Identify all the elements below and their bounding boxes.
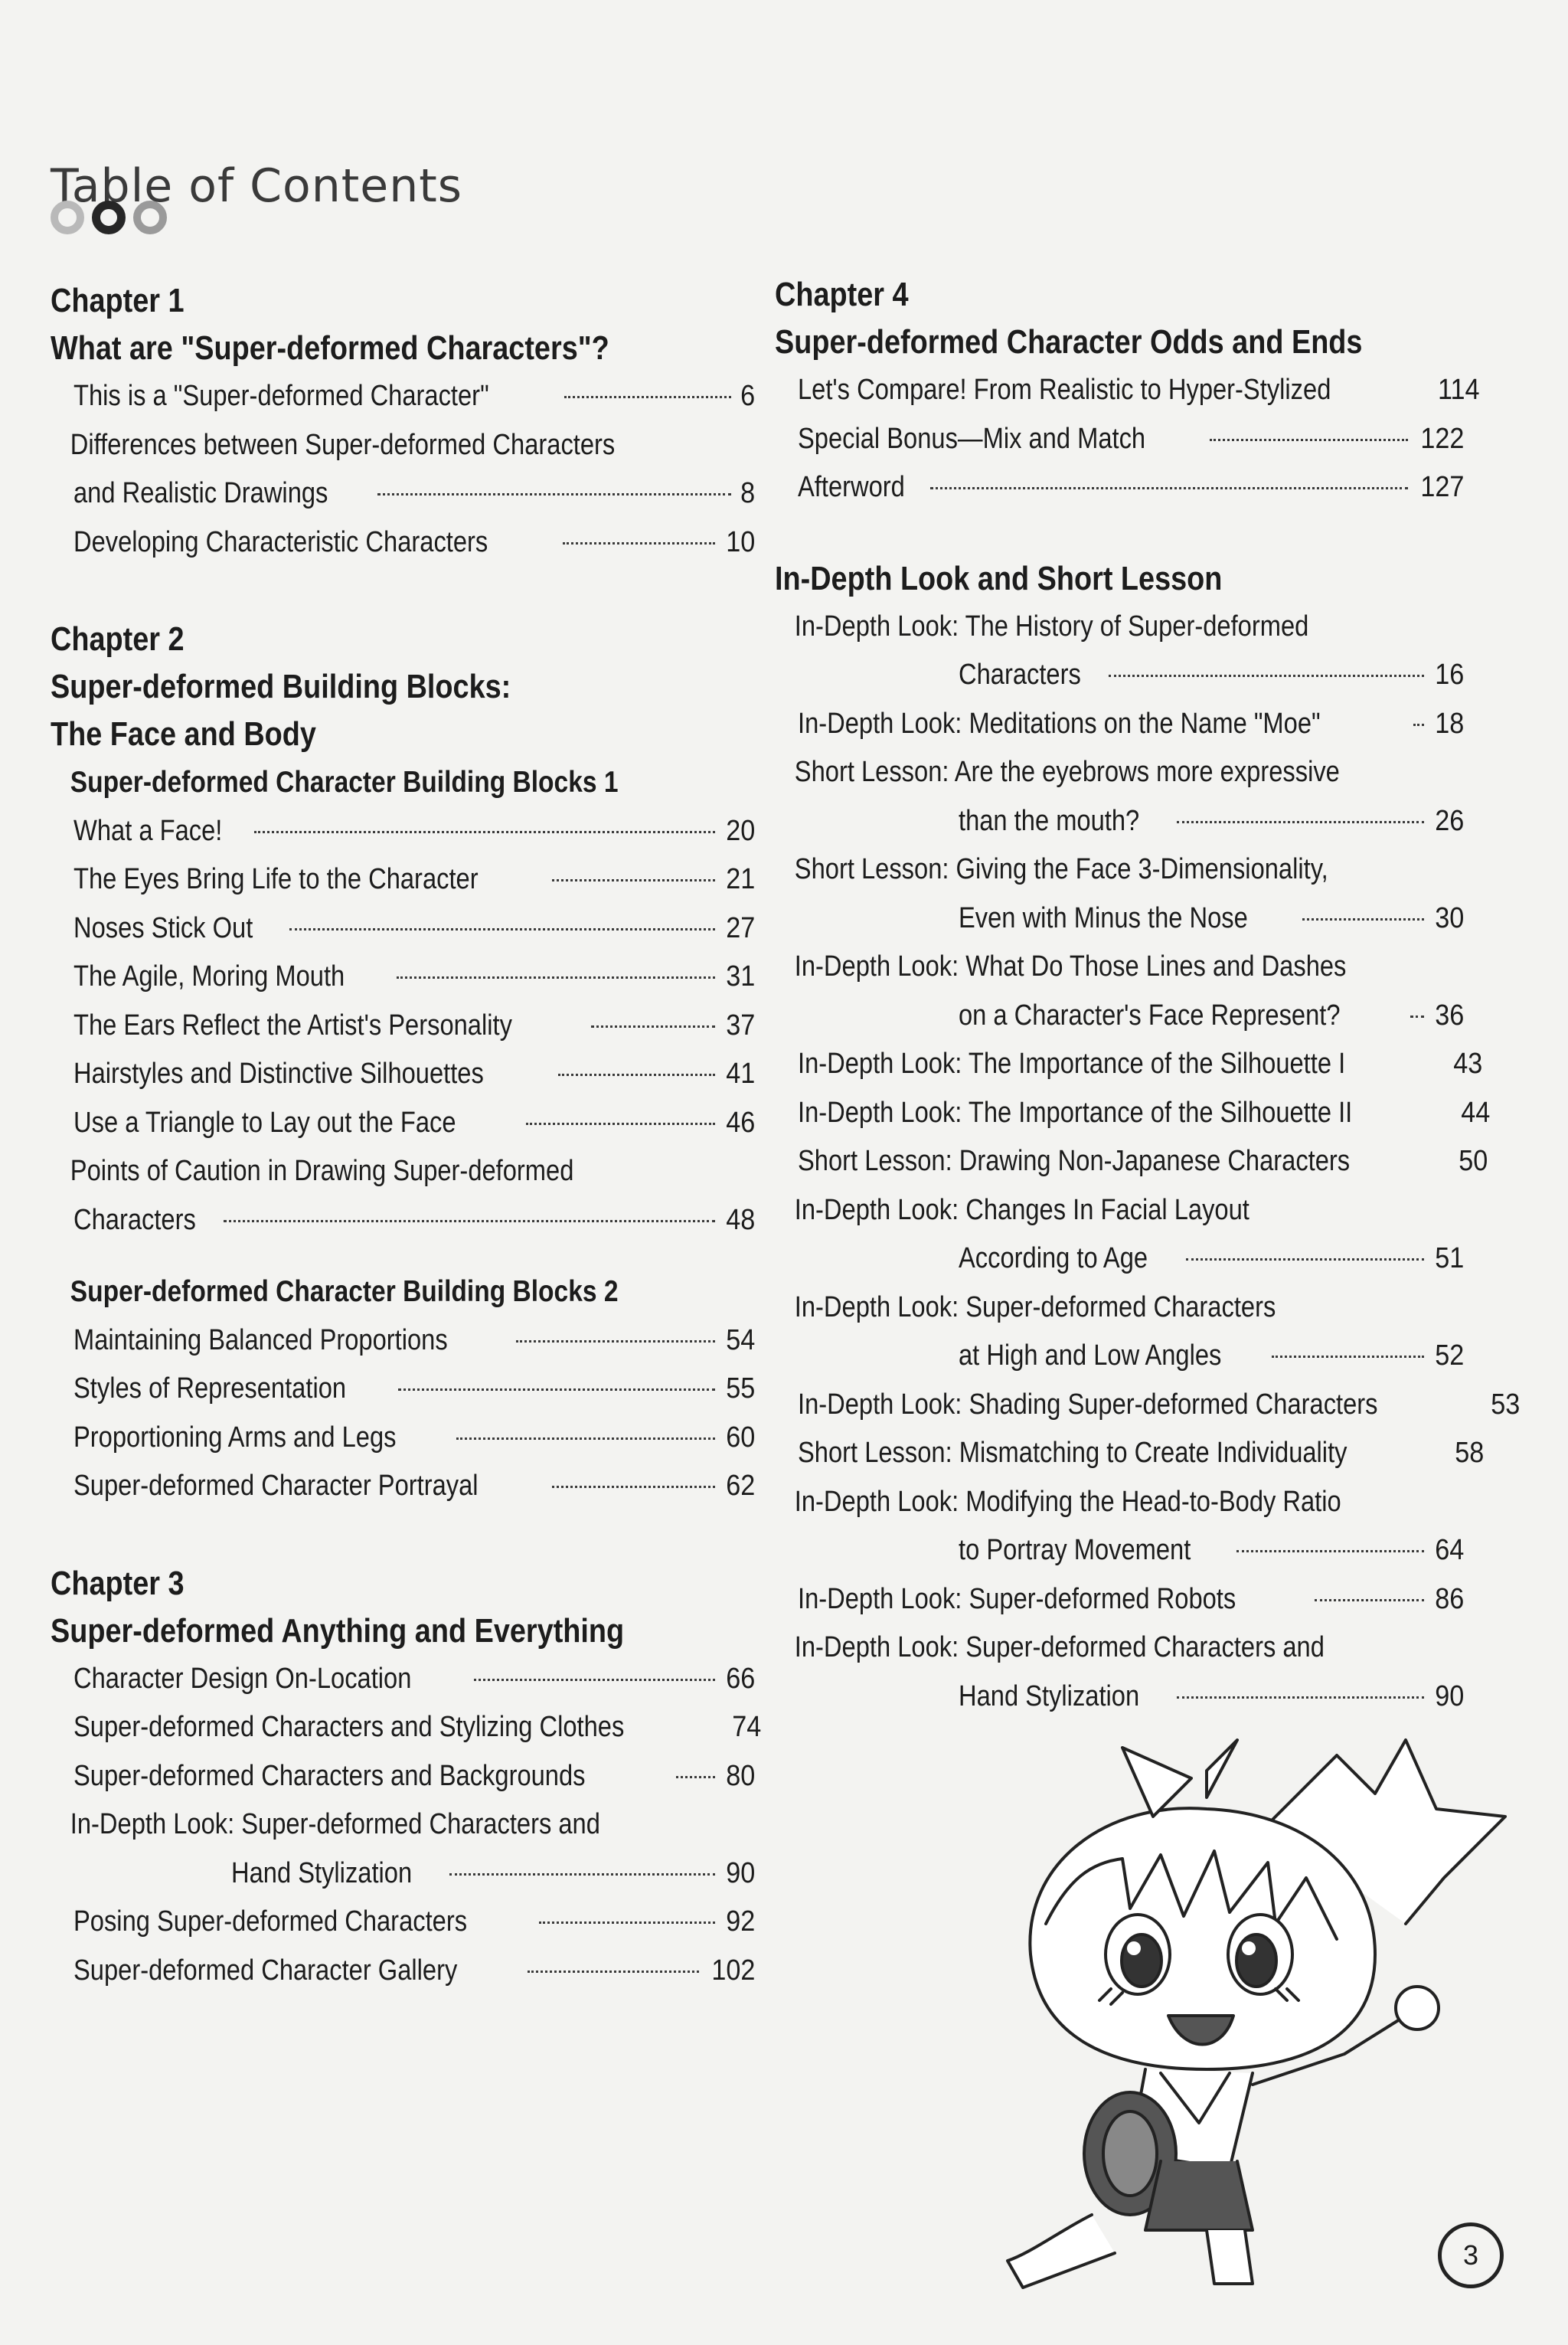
entry-title: Hairstyles and Distinctive Silhouettes [74,1058,484,1090]
entry-page: 92 [725,1905,755,1938]
entry-title-line[interactable]: Short Lesson: Are the eyebrows more expressive [794,756,1340,788]
entry-title: than the mouth? [959,804,1140,837]
chapter-title: What are "Super-deformed Characters"? [51,329,609,367]
entry-page: 6 [740,380,755,412]
entry-title: Super-deformed Characters and Stylizing Clothes [74,1711,625,1743]
circle-icon [92,201,126,234]
entry-title: Short Lesson: Drawing Non-Japanese Characters [798,1145,1351,1177]
entry-page: 44 [1461,1096,1491,1129]
entry-title: The Agile, Moring Mouth [74,960,345,993]
toc-entry[interactable] [51,1462,755,1511]
chapter-title: Super-deformed Anything and Everything [51,1611,625,1650]
toc-entry[interactable] [775,1673,1464,1722]
entry-title-line[interactable]: In-Depth Look: Super-deformed Characters [794,1290,1276,1323]
toc-right-column [775,271,1521,1721]
in-depth-look-section [775,555,1521,1722]
toc-left-column [51,277,762,1995]
entry-title: Afterword [798,471,905,503]
dot-leader [676,1776,714,1778]
dot-leader [1410,1016,1424,1018]
entry-page: 36 [1434,999,1464,1032]
dot-leader [552,1486,715,1488]
dot-leader [539,1921,715,1924]
section-heading: Super-deformed Character Building Blocks 1 [70,766,619,799]
entry-page: 114 [1437,374,1480,406]
entry-page: 43 [1452,1048,1482,1080]
dot-leader [254,831,715,833]
dot-leader [398,1388,715,1391]
toc-entry[interactable] [775,1040,1482,1089]
dot-leader [397,976,715,979]
entry-title: Super-deformed Character Gallery [74,1954,458,1987]
entry-title: Special Bonus—Mix and Match [798,422,1146,455]
entry-title: In-Depth Look: The Importance of the Silhouette I [798,1048,1346,1080]
dot-leader [456,1437,715,1440]
toc-entry[interactable] [775,366,1480,415]
entry-title: Short Lesson: Mismatching to Create Individuality [798,1437,1348,1469]
entry-title: Styles of Representation [74,1372,347,1405]
entry-page: 37 [725,1009,755,1042]
entry-page: 18 [1434,707,1464,740]
entry-page: 90 [1434,1679,1464,1712]
entry-title: Super-deformed Character Portrayal [74,1470,479,1502]
toc-entry[interactable] [51,1703,762,1752]
toc-entry[interactable] [775,1575,1464,1624]
entry-title-line[interactable]: In-Depth Look: Super-deformed Characters and [70,1808,600,1840]
entry-page: 21 [725,863,755,895]
toc-entry[interactable] [51,904,755,953]
entry-title: Noses Stick Out [74,911,253,944]
entry-title: Characters [959,659,1081,691]
entry-page: 30 [1434,901,1464,934]
entry-title: and Realistic Drawings [74,477,328,509]
entry-title-line[interactable]: In-Depth Look: Changes In Facial Layout [794,1193,1250,1226]
entry-page: 90 [725,1856,755,1889]
entry-page: 27 [725,911,755,944]
entry-title-line[interactable]: Short Lesson: Giving the Face 3-Dimensionality, [794,853,1328,885]
toc-entry[interactable] [51,1099,755,1148]
entry-title-line[interactable]: Differences between Super-deformed Characters [70,428,616,461]
toc-entry[interactable] [51,855,755,904]
circle-icon [133,201,167,234]
chapter-title: Super-deformed Building Blocks: [51,668,511,705]
toc-entry[interactable] [775,415,1464,464]
toc-entry[interactable] [775,1381,1521,1430]
toc-entry[interactable] [51,1850,755,1899]
chapter-label: Chapter 2 [51,620,185,658]
toc-entry[interactable] [775,1235,1464,1284]
chapter-label: Chapter 4 [775,276,909,313]
entry-page: 53 [1491,1388,1521,1421]
entry-title: The Ears Reflect the Artist's Personality [74,1009,512,1042]
dot-leader [563,542,714,545]
page-number: 3 [1438,2222,1504,2288]
entry-page: 20 [725,814,755,847]
dot-leader [1236,1550,1424,1552]
toc-entry[interactable] [775,1332,1464,1381]
dot-leader [1177,1696,1424,1699]
dot-leader [1302,918,1423,921]
toc-entry[interactable] [775,992,1464,1041]
toc-entry[interactable] [51,1655,755,1704]
toc-entry[interactable] [775,797,1464,846]
toc-entry[interactable] [775,651,1464,700]
toc-entry[interactable] [775,895,1464,944]
entry-title: Hand Stylization [231,1856,413,1889]
dot-leader [558,1074,715,1076]
entry-page: 58 [1455,1437,1485,1469]
dot-leader [930,487,1408,489]
dot-leader [1272,1356,1423,1358]
dot-leader [1210,439,1408,441]
section-title: In-Depth Look and Short Lesson [775,559,1223,597]
entry-title: In-Depth Look: Super-deformed Robots [798,1582,1236,1615]
dot-leader [474,1679,714,1681]
entry-title: Posing Super-deformed Characters [74,1905,468,1938]
dot-leader [1109,675,1424,677]
entry-title-line[interactable]: In-Depth Look: The History of Super-deformed [794,610,1309,643]
entry-page: 51 [1434,1242,1464,1274]
entry-page: 62 [725,1470,755,1502]
dot-leader [526,1123,715,1125]
entry-title: What a Face! [74,814,223,847]
toc-entry[interactable] [775,1526,1464,1575]
dot-leader [1413,724,1424,726]
entry-page: 48 [725,1203,755,1236]
dot-leader [552,879,715,881]
entry-title: This is a "Super-deformed Character" [74,380,489,412]
page-title: Table of Contents [51,159,463,214]
entry-page: 31 [725,960,755,993]
toc-entry[interactable] [775,1137,1488,1186]
entry-title: Characters [74,1203,196,1236]
entry-page: 60 [725,1421,755,1454]
entry-page: 66 [725,1662,755,1695]
toc-entry[interactable] [51,1752,755,1801]
entry-page: 46 [725,1106,755,1139]
section-heading: Super-deformed Character Building Blocks 2 [70,1275,619,1308]
entry-page: 52 [1434,1339,1464,1372]
entry-page: 8 [740,477,755,509]
entry-title: on a Character's Face Represent? [959,999,1341,1032]
entry-page: 54 [725,1323,755,1356]
dot-leader [1177,821,1424,823]
toc-entry[interactable] [51,1365,755,1414]
circle-icon [51,201,84,234]
dot-leader [564,396,731,398]
entry-page: 41 [725,1058,755,1090]
entry-page: 122 [1419,422,1464,455]
toc-entry[interactable] [51,807,755,856]
dot-leader [1186,1258,1423,1261]
chapter-2 [51,616,755,1511]
toc-entry[interactable] [51,1947,755,1996]
dot-leader [289,928,714,930]
entry-title: Even with Minus the Nose [959,901,1248,934]
toc-entry[interactable] [51,1414,755,1463]
chapter-4 [775,271,1480,512]
toc-entry[interactable] [51,1050,755,1099]
toc-entry[interactable] [775,463,1464,512]
chapter-3 [51,1560,762,1996]
decorative-circles [51,201,167,234]
entry-page: 26 [1434,804,1464,837]
entry-title-line[interactable]: Points of Caution in Drawing Super-deformed [70,1155,574,1187]
dot-leader [449,1873,715,1876]
chapter-label: Chapter 1 [51,282,185,319]
entry-title: Proportioning Arms and Legs [74,1421,397,1454]
entry-title: Maintaining Balanced Proportions [74,1323,448,1356]
chapter-1 [51,277,755,567]
entry-page: 102 [710,1954,755,1987]
dot-leader [1315,1599,1423,1601]
entry-page: 74 [732,1711,762,1743]
entry-title: The Eyes Bring Life to the Character [74,863,479,895]
entry-page: 10 [725,525,755,558]
entry-page: 127 [1419,471,1464,503]
entry-title-line[interactable]: In-Depth Look: Modifying the Head-to-Body Ratio [794,1485,1341,1518]
chibi-character-illustration [977,1725,1528,2291]
entry-title: In-Depth Look: The Importance of the Silhouette II [798,1096,1353,1129]
entry-title-line[interactable]: In-Depth Look: What Do Those Lines and Dashes [794,950,1347,983]
entry-title: In-Depth Look: Shading Super-deformed Characters [798,1388,1378,1421]
entry-page: 16 [1434,659,1464,691]
entry-page: 80 [725,1759,755,1792]
entry-title: Hand Stylization [959,1679,1140,1712]
entry-title: Use a Triangle to Lay out the Face [74,1106,456,1139]
toc-entry[interactable] [51,518,755,567]
toc-entry[interactable] [51,1196,755,1245]
chapter-title: Super-deformed Character Odds and Ends [775,323,1363,361]
entry-page: 55 [725,1372,755,1405]
toc-entry[interactable] [51,372,755,421]
entry-page: 64 [1434,1534,1464,1566]
entry-page: 50 [1458,1145,1488,1177]
toc-entry[interactable] [51,1002,755,1051]
entry-title: In-Depth Look: Meditations on the Name "Moe" [798,707,1321,740]
toc-entry[interactable] [51,469,755,518]
chapter-label: Chapter 3 [51,1564,185,1602]
toc-entry[interactable] [51,1898,755,1947]
dot-leader [224,1220,715,1222]
toc-entry[interactable] [51,953,755,1002]
dot-leader [591,1025,715,1028]
entry-title: to Portray Movement [959,1534,1191,1566]
entry-title: Developing Characteristic Characters [74,525,488,558]
chapter-title: The Face and Body [51,715,316,753]
dot-leader [516,1340,714,1343]
entry-title: Character Design On-Location [74,1662,412,1695]
toc-entry[interactable] [775,700,1464,749]
toc-entry[interactable] [775,1089,1491,1138]
toc-entry[interactable] [51,1316,755,1365]
entry-title: at High and Low Angles [959,1339,1222,1372]
entry-title: Super-deformed Characters and Backgrounds [74,1759,586,1792]
entry-title: According to Age [959,1242,1148,1274]
entry-title: Let's Compare! From Realistic to Hyper-Stylized [798,374,1331,406]
dot-leader [528,1971,699,1973]
entry-page: 86 [1434,1582,1464,1615]
entry-title-line[interactable]: In-Depth Look: Super-deformed Characters and [794,1631,1325,1663]
toc-entry[interactable] [775,1429,1485,1478]
dot-leader [377,493,731,495]
